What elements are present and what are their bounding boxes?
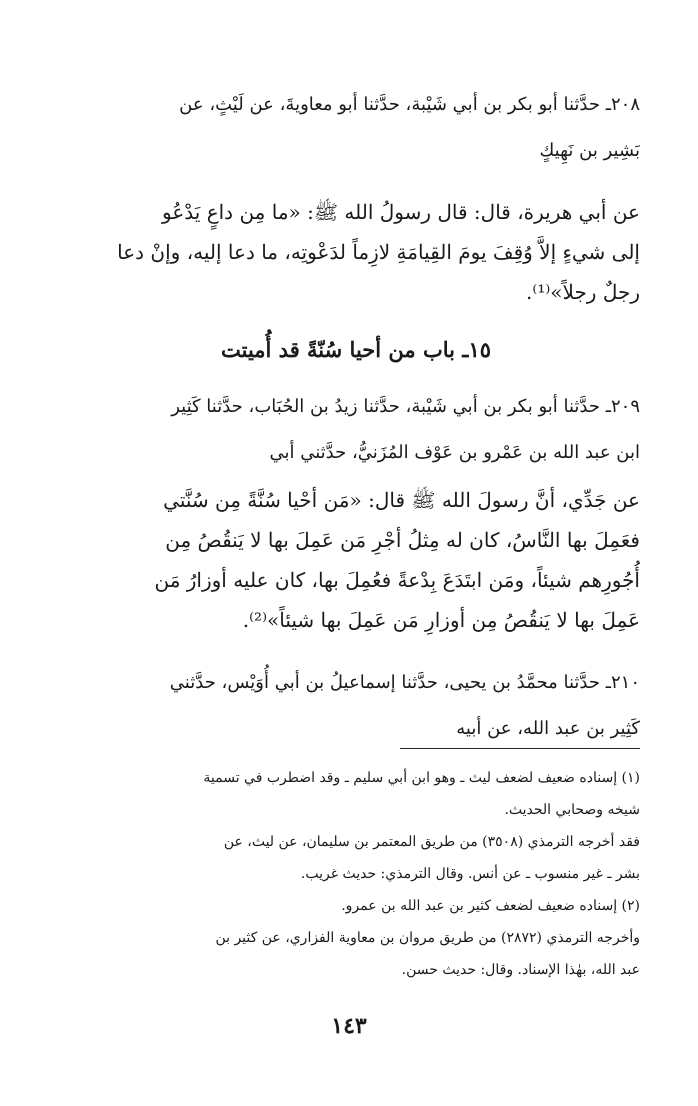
text-line: عن جَدِّي، أنَّ رسولَ الله ﷺ قال: «مَن أحْيا سُنَّةً مِن سُنَّتي	[163, 488, 640, 512]
text-line: رجلٌ رجلاً»⁽¹⁾.	[526, 280, 640, 304]
hadith-209-isnad	[72, 384, 640, 476]
footnote-separator	[400, 748, 640, 749]
text-line: عَمِلَ بها لا يَنقُصُ مِن أوزارِ مَن عَمِلَ بها شيئاً»⁽²⁾.	[242, 608, 640, 632]
footnote-line: بشر ـ غير منسوب ـ عن أنس. وقال الترمذي: حديث غريب.	[300, 866, 640, 882]
hadith-209-matn	[72, 480, 640, 640]
text-line: عن أبي هريرة، قال: قال رسولُ الله ﷺ: «ما مِن داعٍ يَدْعُو	[162, 200, 640, 224]
footnotes	[72, 762, 640, 986]
hadith-210-isnad	[72, 660, 640, 752]
text-line: بَشِير بن نَهِيكٍ	[539, 140, 640, 161]
footnote-line: شيخه وصحابي الحديث.	[504, 802, 640, 818]
text-line: ابن عبد الله بن عَمْرو بن عَوْف المُزَنيُّ، حدَّثني أبي	[269, 442, 640, 463]
hadith-208-matn	[72, 192, 640, 312]
chapter-heading: ١٥ـ باب من أحيا سُنّةً قد أُميتت	[220, 337, 491, 362]
text-line: أُجُورِهم شيئاً، ومَن ابتَدَعَ بِدْعةً فعُمِلَ بها، كان عليه أوزارُ مَن	[154, 568, 640, 592]
footnote-line: فقد أخرجه الترمذي (٣٥٠٨) من طريق المعتمر بن سليمان، عن ليث، عن	[223, 834, 640, 850]
page-number: ١٤٣	[331, 1013, 367, 1039]
footnote-line: (١) إسناده ضعيف لضعف ليث ـ وهو ابن أبي سليم ـ وقد اضطرب في تسمية	[203, 770, 640, 786]
hadith-208-isnad	[72, 82, 640, 174]
text-line: إلى شيءٍ إلاَّ وُقِفَ يومَ القِيامَةِ لازِماً لدَعْوتِه، ما دعا إليه، وإنْ دعا	[117, 240, 640, 264]
footnote-line: وأخرجه الترمذي (٢٨٧٢) من طريق مروان بن معاوية الفزاري، عن كثير بن	[215, 930, 640, 946]
text-line: كَثِير بن عبد الله، عن أبيه	[456, 718, 640, 739]
text-line: ٢٠٨ـ حدَّثنا أبو بكر بن أبي شَيْبة، حدَّثنا أبو معاويةَ، عن لَيْثٍ، عن	[179, 94, 640, 115]
text-line: ٢٠٩ـ حدَّثنا أبو بكر بن أبي شَيْبة، حدَّثنا زيدُ بن الحُبَاب، حدَّثنا كَثِير	[171, 396, 640, 417]
text-line: ٢١٠ـ حدَّثنا محمَّدُ بن يحيى، حدَّثنا إسماعيلُ بن أبي أُوَيْس، حدَّثني	[169, 672, 640, 693]
footnote-line: عبد الله، بهٰذا الإسناد. وقال: حديث حسن.	[401, 962, 640, 978]
text-line: فعَمِلَ بها النَّاسُ، كان له مِثلُ أجْرِ مَن عَمِلَ بها لا يَنقُصُ مِن	[165, 528, 640, 552]
footnote-line: (٢) إسناده ضعيف لضعف كثير بن عبد الله بن عمرو.	[341, 898, 640, 914]
